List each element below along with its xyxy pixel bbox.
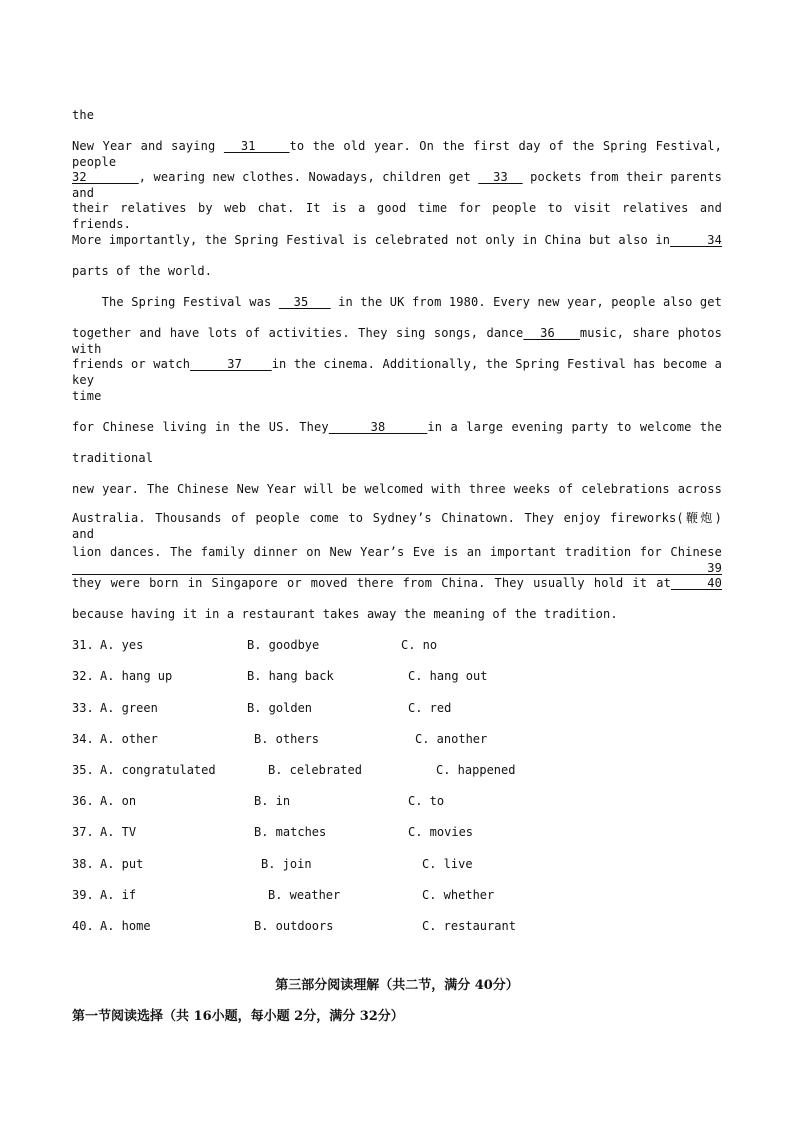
passage-line xyxy=(72,232,722,248)
option-c: C. another xyxy=(415,732,488,746)
option-c: C. live xyxy=(422,857,473,871)
option-a: A. put xyxy=(100,857,144,871)
passage-text: in the UK from 1980. Every new year, people also get xyxy=(330,295,722,309)
passage-line xyxy=(72,138,722,169)
option-a: A. congratulated xyxy=(100,763,216,777)
option-a: A. green xyxy=(100,701,158,715)
option-b: B. celebrated xyxy=(268,763,362,777)
passage-line xyxy=(72,419,722,435)
option-row xyxy=(72,918,722,934)
passage-text: together and have lots of activities. They sing songs, dance xyxy=(72,326,524,340)
option-row xyxy=(72,700,722,716)
passage-text: traditional xyxy=(72,451,154,465)
blank-40: 40 xyxy=(670,576,722,590)
option-row xyxy=(72,793,722,809)
option-a: A. hang up xyxy=(100,669,173,683)
blank-37: 37 xyxy=(190,357,272,371)
blank-34: 34 xyxy=(670,233,723,247)
option-c: C. to xyxy=(408,794,445,808)
question-number: 35. xyxy=(72,763,94,777)
passage-text: Australia. Thousands of people come to Sydney’s Chinatown. They enjoy fireworks(鞭炮) and xyxy=(72,511,722,541)
passage-line xyxy=(72,200,722,231)
passage-text: new year. The Chinese New Year will be welcomed with three weeks of celebrations across xyxy=(72,482,722,496)
passage-line xyxy=(72,450,722,466)
passage-line xyxy=(72,606,722,622)
option-c: C. red xyxy=(408,701,452,715)
passage-text: for Chinese living in the US. They xyxy=(72,420,329,434)
question-number: 33. xyxy=(72,701,94,715)
passage-line xyxy=(72,356,722,387)
passage-text: , wearing new clothes. Nowadays, children get xyxy=(138,170,479,184)
option-row xyxy=(72,637,722,653)
option-a: A. home xyxy=(100,919,151,933)
passage-line xyxy=(72,481,722,497)
option-a: A. TV xyxy=(100,825,137,839)
section-heading: 第三部分阅读理解（共二节，满分 40分） xyxy=(275,978,519,993)
option-c: C. restaurant xyxy=(422,919,516,933)
passage-text: they were born in Singapore or moved there from China. They usually hold it at xyxy=(72,576,671,590)
passage-text: to the old year. On the first day of the Spring Festival, people xyxy=(72,139,722,169)
option-b: B. hang back xyxy=(247,669,334,683)
blank-35: 35 xyxy=(278,295,331,309)
passage-line xyxy=(72,510,722,541)
option-c: C. movies xyxy=(408,825,474,839)
passage-text: The Spring Festival was xyxy=(72,295,279,309)
option-b: B. in xyxy=(254,794,291,808)
option-c: C. no xyxy=(401,638,438,652)
option-c: C. whether xyxy=(422,888,495,902)
passage-text: New Year and saying xyxy=(72,139,224,153)
option-row xyxy=(72,762,722,778)
question-number: 34. xyxy=(72,732,94,746)
passage-line xyxy=(72,325,723,356)
option-b: B. golden xyxy=(247,701,313,715)
option-row xyxy=(72,887,722,903)
option-c: C. hang out xyxy=(408,669,488,683)
passage-text: pockets from their parents and xyxy=(72,170,723,200)
question-number: 38. xyxy=(72,857,94,871)
option-a: A. on xyxy=(100,794,137,808)
option-a: A. other xyxy=(100,732,158,746)
blank-32: 32 xyxy=(72,170,139,184)
option-a: A. yes xyxy=(100,638,144,652)
question-number: 32. xyxy=(72,669,94,683)
blank-36: 36 xyxy=(523,326,580,340)
passage-text: parts of the world. xyxy=(72,264,213,278)
passage-text: friends or watch xyxy=(72,357,191,371)
passage-text: time xyxy=(72,389,102,403)
question-number: 31. xyxy=(72,638,94,652)
passage-line xyxy=(72,263,722,279)
question-number: 40. xyxy=(72,919,94,933)
option-row xyxy=(72,824,722,840)
option-b: B. matches xyxy=(254,825,327,839)
passage-line xyxy=(72,294,722,310)
passage-line xyxy=(72,107,722,123)
option-b: B. goodbye xyxy=(247,638,320,652)
option-c: C. happened xyxy=(436,763,516,777)
option-b: B. join xyxy=(261,857,312,871)
blank-33: 33 xyxy=(478,170,523,184)
option-row xyxy=(72,731,722,747)
question-number: 36. xyxy=(72,794,94,808)
passage-line xyxy=(72,169,723,200)
question-number: 37. xyxy=(72,825,94,839)
blank-31: 31 xyxy=(223,139,290,153)
passage-text: because having it in a restaurant takes away the meaning of the tradition. xyxy=(72,607,618,621)
passage-text: music, share photos with xyxy=(72,326,723,356)
blank-38: 38 xyxy=(328,420,428,434)
passage-text: in a large evening party to welcome the xyxy=(427,420,722,434)
passage-text: the xyxy=(72,108,95,122)
passage-text: lion dances. The family dinner on New Year’s Eve is an important tradition for Chinese xyxy=(72,545,722,559)
option-b: B. others xyxy=(254,732,320,746)
option-b: B. weather xyxy=(268,888,341,902)
passage-text: More importantly, the Spring Festival is celebrated not only in China but also in xyxy=(72,233,671,247)
passage-line xyxy=(72,544,722,575)
passage-line xyxy=(72,575,722,591)
option-row xyxy=(72,668,722,684)
option-b: B. outdoors xyxy=(254,919,334,933)
blank-39: 39 xyxy=(72,561,722,575)
passage-line xyxy=(72,388,722,404)
question-number: 39. xyxy=(72,888,94,902)
passage-text: in the cinema. Additionally, the Spring Festival has become a key xyxy=(72,357,722,387)
subsection-heading: 第一节阅读选择（共 16小题，每小题 2分，满分 32分） xyxy=(72,1009,404,1024)
passage-text: their relatives by web chat. It is a good time for people to visit relatives and friends. xyxy=(72,201,722,231)
option-row xyxy=(72,856,722,872)
option-a: A. if xyxy=(100,888,137,902)
